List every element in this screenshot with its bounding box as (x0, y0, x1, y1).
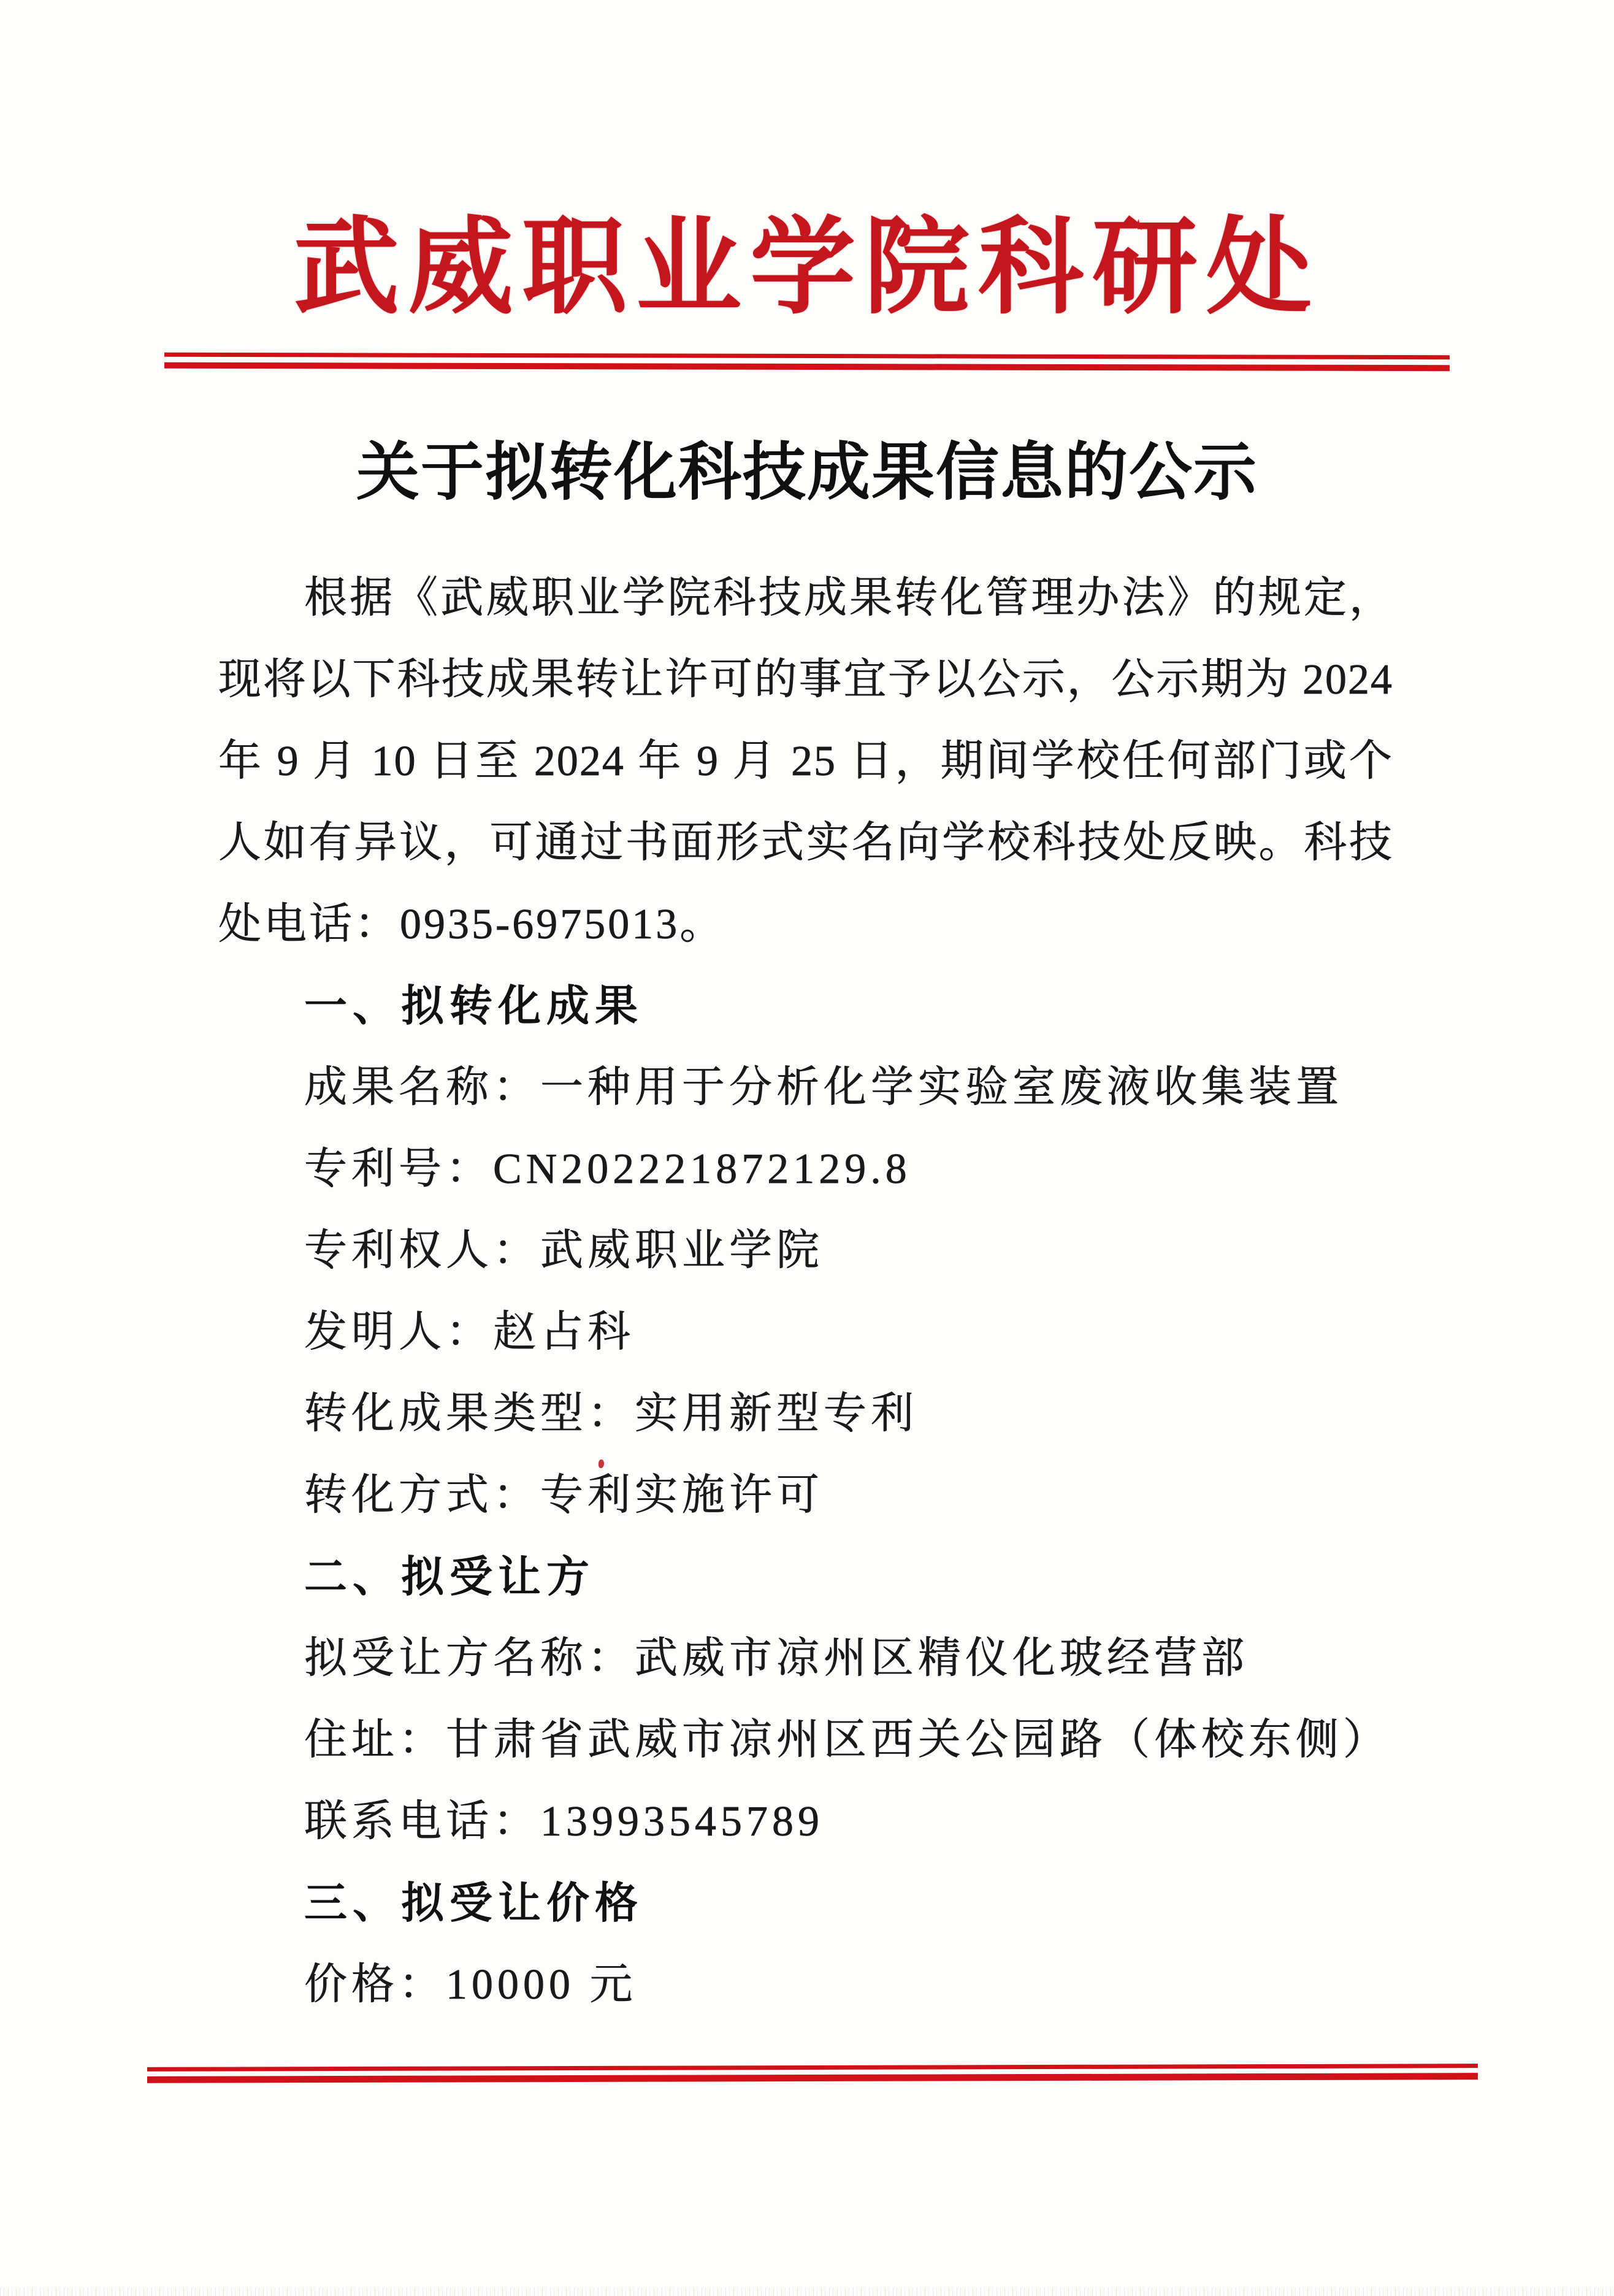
inventor-line: 发明人：赵占科 (304, 1309, 635, 1356)
patentee-line: 专利权人：武威职业学院 (304, 1227, 824, 1274)
office-phone-line: 处电话：0935-6975013。 (218, 901, 725, 948)
scan-edge-artifact (0, 2287, 1614, 2296)
transform-method-line: 转化方式：专利实施许可 (304, 1472, 824, 1519)
letterhead-title: 武威职业学院科研处 (294, 210, 1320, 327)
transferee-name-line: 拟受让方名称：武威市凉州区精仪化玻经营部 (304, 1635, 1249, 1682)
section-2-heading: 二、拟受让方 (304, 1552, 595, 1602)
transferee-address-line: 住址：甘肃省武威市凉州区西关公园路（体校东侧） (304, 1716, 1390, 1764)
footer-divider (147, 2064, 1478, 2083)
notice-title: 关于拟转化科技成果信息的公示 (356, 438, 1258, 508)
intro-line-4: 人如有异议，可通过书面形式实名向学校科技处反映。科技 (218, 819, 1393, 867)
section-1-heading: 一、拟转化成果 (304, 981, 643, 1031)
intro-line-3: 年 9 月 10 日至 2024 年 9 月 25 日，期间学校任何部门或个 (218, 738, 1393, 785)
achievement-name-line: 成果名称：一种用于分析化学实验室废液收集装置 (304, 1064, 1343, 1111)
achievement-type-line: 转化成果类型：实用新型专利 (304, 1390, 918, 1437)
price-line: 价格：10000 元 (304, 1961, 637, 2008)
intro-line-1: 根据《武威职业学院科技成果转化管理办法》的规定， (304, 575, 1393, 622)
patent-number-line: 专利号：CN202221872129.8 (304, 1146, 911, 1193)
transferee-phone-line: 联系电话：13993545789 (304, 1798, 824, 1845)
document-body (218, 557, 1393, 2026)
letterhead-divider (164, 353, 1450, 371)
intro-line-2: 现将以下科技成果转让许可的事宜予以公示，公示期为 2024 (218, 656, 1393, 703)
section-3-heading: 三、拟受让价格 (304, 1878, 643, 1928)
